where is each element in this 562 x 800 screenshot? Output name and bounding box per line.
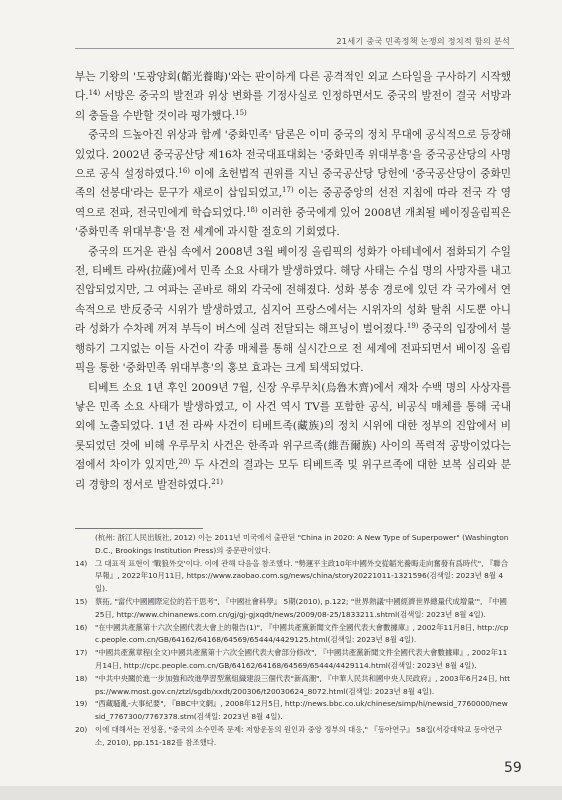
footnote-reference: 21) — [211, 477, 223, 486]
body-paragraph — [75, 126, 511, 242]
footnote — [75, 673, 511, 699]
footnote-text: 蔡拓, "當代中國國際定位的若干思考", 『中國社會科學』 5期(2010), p.122; "世界熱議'中國經濟世界總量代成增量'", 『中國25日, http://www.chinanews.com.cn/gj/gj-gjxqdt/news/2009/08-25/1833211.shtml(검색일: 2023년 8월 4일). — [95, 596, 507, 619]
footnote-reference: 18) — [246, 205, 258, 214]
paragraph-text: 중국의 드높아진 위상과 함께 '중화민족' 담론은 이미 중국의 정치 무대에 공식적으로 등장해 있었다. 2002년 중국공산당 제16차 전국대표대회는 '중화민족 위대부흥'을 중국공산당의 사명으로 공식 설정하였다. — [75, 129, 511, 181]
running-title: 21세기 중국 민족정책 논쟁의 정치적 함의 분석 — [336, 36, 510, 46]
footnote-number: 14) — [75, 558, 88, 568]
footer-bar — [0, 786, 562, 800]
paragraph-text: 두 사건의 결과는 모두 티베트족 및 위구르족에 대한 보복 심리와 분리 경향의 정서로 발전하였다. — [75, 459, 511, 491]
footnote-text: (杭州: 浙江人民出版社, 2012) 이는 2011년 미국에서 출판된 "China in 2020: A New Type of Superpower" (Washington D.C., Brookings Institution Press)의 중문판이었다. — [95, 533, 509, 555]
paragraph-text: 중국의 뜨거운 관심 속에서 2008년 3월 베이징 올림픽의 성화가 아테네에서 점화되기 수일 전, 티베트 라싸(拉薩)에서 민족 소요 사태가 발생하였다. 해당 사태는 수십 명의 사망자를 내고 진압되었지만, 그 여파는 곧바로 해외 각국에 전해졌다. 성화 봉송 경로에 있던 각 국가에서 연속적으로 반反중국 시위가 발생하였고, 심지어 프랑스에서는 시위자의 성화 탈취 시도뿐 아니라 성화가 수차례 꺼져 부득이 버스에 실려 전달되는 해프닝이 벌어졌다. — [75, 245, 511, 336]
footnotes — [75, 532, 511, 750]
footnote-reference: 14) — [88, 89, 101, 98]
footnote-text: 이에 대해서는 전성흥, "중국의 소수민족 문제: 저항운동의 원인과 중앙 정부의 대응," 『동아연구』 58집(서강대학교 동아연구소, 2010), pp.151-182를 참조했다. — [95, 724, 503, 747]
body-paragraph — [75, 243, 511, 379]
footnote-reference: 20) — [178, 458, 191, 467]
paragraph-text: 이러한 중국에게 있어 2008년 개최될 베이징올림픽은 '중화민족 위대부흥'을 전 세계에 과시할 절호의 기회였다. — [75, 206, 512, 239]
footnote-reference: 19) — [406, 322, 419, 331]
paragraph-text: 이는 중공중앙의 선전 지침에 따라 전국 각 영역으로 전파, 전국민에게 학습되었다. — [75, 187, 511, 219]
footnote-text: "西藏騷亂-大事紀要", 『BBC中文網』, 2008年12月5日, http://news.bbc.co.uk/chinese/simp/hi/newsid_7760000/newsid_7767300/7767378.stm(검색일: 2023년 8월 4일). — [95, 699, 508, 722]
footnote — [75, 724, 511, 750]
body-paragraph — [75, 379, 511, 495]
footnote-reference: 17) — [282, 186, 294, 195]
footnote-text: 그 대표적 표현이 '戰狼外交'이다. 이에 관해 다음을 참조했다. "勢運平主政10年中國外交從韜光養晦走向奮發有爲時代", 『聯合早報』, 2022年10月11日, https://www.zaobao.com.sg/news/china/story20221011-1321596(검색일: 2023년 8월 4일). — [95, 558, 508, 594]
footnote — [75, 647, 511, 673]
body-text — [75, 68, 511, 495]
footnote-number: 18) — [75, 673, 88, 683]
header-rule — [75, 48, 514, 49]
footnote-number: 16) — [75, 622, 88, 632]
paragraph-text: 티베트 소요 1년 후인 2009년 7월, 신장 우루무치(烏魯木齊)에서 재차 수백 명의 사상자를 낳은 민족 소요 사태가 발생하였고, 이 사건 역시 TV를 포함한 공식, 비공식 매체를 통해 국내외에 노출되었다. 1년 전 라싸 사건이 티베트족(藏族)의 정치 시위에 대한 정부의 진압에서 비롯되었던 것에 비해 우루무치 사건은 한족과 위구르족(維吾爾族) 사이의 폭력적 공방이었다는 점에서 차이가 있지만, — [75, 381, 511, 472]
page-header — [0, 0, 562, 52]
footnote-number: 19) — [75, 699, 88, 709]
footnote-text: "中共中央關於進一步加強和改進學習型黨組織建設三個代表"新高潮", 『中華人民共和國中央人民政府』, 2003年6月24日, https://www.most.gov.cn/ztzl/sgdb/xxdt/200306/t20030624_8072.html(검색일: 2023년 8월 4일). — [95, 673, 511, 696]
footnote — [75, 596, 511, 622]
paragraph-text: 이에 초헌법적 권위를 지닌 중국공산당 당헌에 '중국공산당이 중화민족의 선봉대'라는 문구가 새로이 삽입되었고, — [75, 168, 511, 200]
footnote-number: 20) — [75, 724, 88, 734]
body-paragraph — [75, 68, 511, 126]
footnote-rule — [75, 528, 203, 529]
paragraph-text: 중국의 입장에서 불행하기 그지없는 이들 사건이 각종 매체를 통해 실시간으로 전 세계에 전파되면서 베이징 올림픽을 통한 '중화민족 위대부흥'의 홍보 효과는 크게 퇴색되었다. — [75, 323, 511, 375]
footnote — [75, 622, 511, 648]
paragraph-text: 부는 기왕의 '도광양회(韜光養晦)'와는 판이하게 다른 공격적인 외교 스타일을 구사하기 시작했다. — [75, 71, 511, 103]
footnote — [75, 532, 511, 558]
footnote-number: 17) — [75, 648, 88, 658]
footnote-text: "中國共產黨章程(全文)中國共產黨第十六次全國代表大會部分修改", 『中國共產黨新聞文件全國代表大會數據庫』, 2002年11月14日, http://cpc.people.com.cn/GB/64162/64168/64569/65444/4429114.html(검색일: 2023년 8월 4일). — [95, 648, 508, 670]
footnote-text: "在中國共產黨第十六次全國代表大會上的報告(1)", 『中國共產黨新聞文件全國代表大會數據庫』, 2002年11月8日, http://cpc.people.com.cn/GB/64162/64168/64569/65444/4429125.html(검색일: 2023년 8월 4일). — [95, 622, 509, 645]
footnote-reference: 16) — [178, 167, 190, 176]
footnote — [75, 698, 511, 724]
paragraph-text: 서방은 중국의 발전과 위상 변화를 기정사실로 인정하면서도 중국의 발전이 결국 서방과의 충돌을 수반할 것이라 평가했다. — [75, 90, 511, 122]
page-number: 59 — [504, 760, 522, 776]
footnote-number: 15) — [75, 596, 88, 606]
footnote-reference: 15) — [235, 108, 247, 117]
footnote — [75, 558, 511, 596]
